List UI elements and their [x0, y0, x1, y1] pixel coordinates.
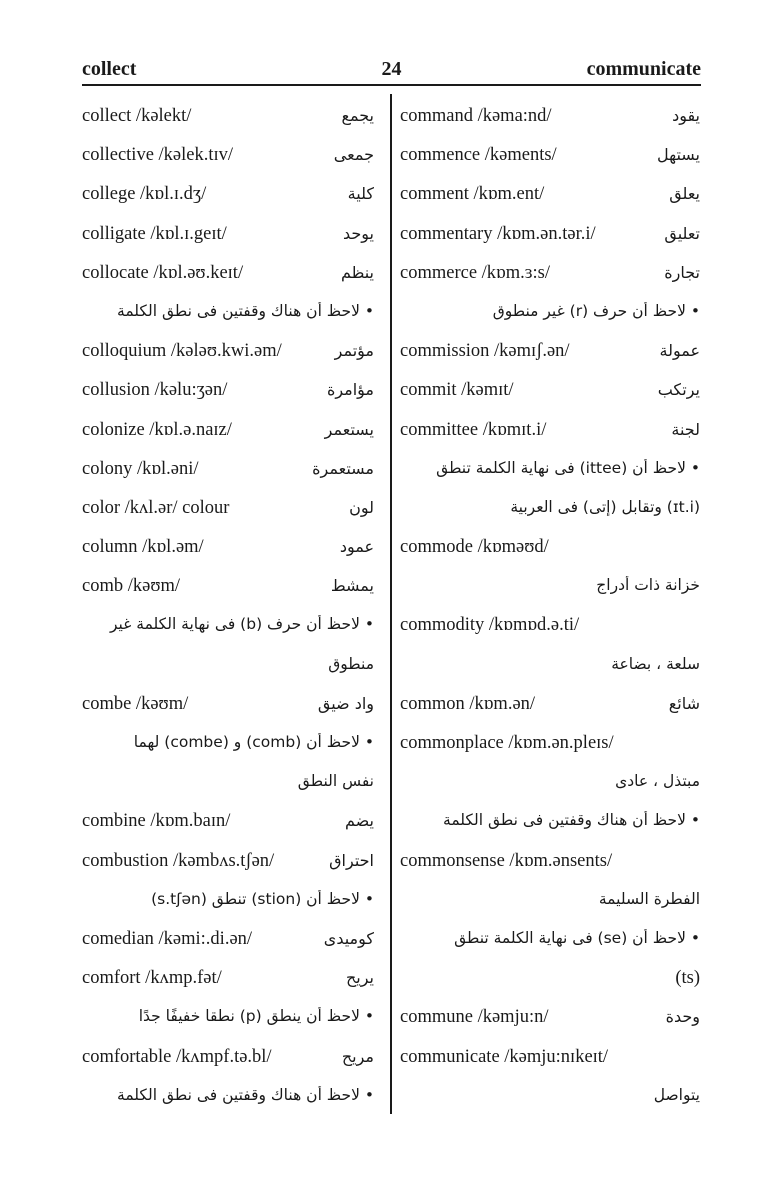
note-text: سلعة ، بضاعة — [611, 654, 700, 673]
dictionary-entry — [82, 843, 374, 882]
entry-headword: combe /kəʊm/ — [82, 693, 189, 714]
dictionary-entry — [400, 333, 700, 372]
page-number: 24 — [381, 58, 402, 80]
entry-note — [82, 1078, 374, 1117]
entry-translation: ينظم — [340, 262, 374, 282]
dictionary-entry — [400, 216, 700, 255]
entry-headword: commonsense /kɒm.ənsents/ — [400, 850, 613, 871]
dictionary-entry — [82, 803, 374, 842]
entry-headword: collusion /kəlu:ʒən/ — [82, 380, 228, 401]
note-text: (ts) — [675, 968, 700, 989]
dictionary-entry — [82, 960, 374, 999]
entry-note — [400, 882, 700, 921]
dictionary-entry — [82, 529, 374, 568]
entry-headword: comb /kəʊm/ — [82, 576, 181, 597]
entry-translation: واد ضيق — [317, 693, 374, 713]
entry-translation: يرتكب — [657, 380, 700, 400]
entry-headword: commune /kəmju:n/ — [400, 1007, 549, 1028]
dictionary-entry — [82, 176, 374, 215]
dictionary-entry — [82, 412, 374, 451]
entry-headword: colonize /kɒl.ə.naɪz/ — [82, 419, 232, 440]
note-text: • لاحظ أن هناك وقفتين فى نطق الكلمة — [117, 1085, 374, 1104]
dictionary-entry — [400, 607, 700, 646]
dictionary-entry — [82, 490, 374, 529]
dictionary-entry — [400, 137, 700, 176]
dictionary-entry — [82, 1039, 374, 1078]
entry-translation: يضم — [345, 811, 374, 831]
dictionary-entry — [82, 568, 374, 607]
page-header — [82, 56, 701, 84]
dictionary-entry — [400, 843, 700, 882]
entry-headword: commission /kəmɪʃ.ən/ — [400, 341, 570, 362]
entry-note — [82, 607, 374, 646]
header-rule — [82, 84, 701, 86]
right-column — [400, 98, 700, 1128]
dictionary-entry — [82, 686, 374, 725]
dictionary-entry — [400, 686, 700, 725]
dictionary-entry — [82, 98, 374, 137]
entry-translation: جمعى — [333, 145, 374, 165]
entry-translation: مريح — [341, 1046, 374, 1066]
entry-note — [400, 294, 700, 333]
entry-headword: college /kɒl.ɪ.dʒ/ — [82, 184, 207, 205]
dictionary-entry — [400, 98, 700, 137]
entry-headword: column /kɒl.əm/ — [82, 537, 204, 558]
note-text: الفطرة السليمة — [598, 889, 700, 908]
entry-translation: احتراق — [329, 850, 374, 870]
dictionary-entry — [82, 137, 374, 176]
dictionary-entry — [82, 255, 374, 294]
entry-note — [400, 803, 700, 842]
entry-headword: commode /kɒməʊd/ — [400, 537, 549, 558]
entry-headword: comfort /kʌmp.fət/ — [82, 968, 222, 989]
note-text: مبتذل ، عادى — [615, 772, 700, 791]
note-text: • لاحظ أن (stion) تنطق (s.tʃən) — [151, 889, 374, 908]
entry-translation: يريح — [345, 968, 374, 988]
entry-translation: مؤتمر — [334, 341, 374, 361]
entry-headword: comfortable /kʌmpf.tə.bl/ — [82, 1046, 272, 1067]
entry-headword: collective /kəlek.tɪv/ — [82, 145, 234, 166]
note-text: • لاحظ أن (comb) و (combe) لهما — [133, 733, 374, 751]
entry-headword: committee /kɒmɪt.i/ — [400, 419, 547, 440]
entry-note — [82, 999, 374, 1038]
entry-headword: colloquium /kələʊ.kwi.əm/ — [82, 341, 282, 362]
dictionary-entry — [82, 921, 374, 960]
entry-translation: يقود — [672, 106, 700, 125]
entry-headword: commonplace /kɒm.ən.pleɪs/ — [400, 733, 614, 753]
entry-headword: color /kʌl.ər/ colour — [82, 497, 230, 518]
dictionary-entry — [400, 999, 700, 1038]
note-text: • لاحظ أن حرف (b) فى نهاية الكلمة غير — [110, 615, 374, 634]
entry-note — [82, 882, 374, 921]
entry-note — [82, 294, 374, 333]
entry-translation: يمشط — [330, 576, 374, 596]
dictionary-entry — [400, 372, 700, 411]
note-text: • لاحظ أن ينطق (p) نطقا خفيفًا جدًا — [138, 1007, 374, 1026]
dictionary-entry — [400, 255, 700, 294]
entry-headword: combine /kɒm.baɪn/ — [82, 811, 231, 832]
entry-translation: يستعمر — [324, 419, 374, 439]
header-last-word: communicate — [586, 58, 701, 80]
entry-note — [400, 568, 700, 607]
entry-headword: combustion /kəmbʌs.tʃən/ — [82, 850, 275, 871]
entry-translation: لون — [349, 497, 374, 517]
dictionary-entry — [82, 372, 374, 411]
entry-headword: colligate /kɒl.ɪ.geɪt/ — [82, 223, 227, 244]
dictionary-entry — [82, 216, 374, 255]
entry-note — [400, 960, 700, 999]
column-divider — [390, 94, 392, 1114]
dictionary-entry — [82, 451, 374, 490]
entry-headword: commodity /kɒmɒd.ə.ti/ — [400, 615, 580, 636]
note-text: • لاحظ أن حرف (r) غير منطوق — [492, 301, 700, 320]
dictionary-entry — [400, 1039, 700, 1078]
entry-headword: collect /kəlekt/ — [82, 106, 192, 126]
entry-translation: عمولة — [659, 341, 700, 361]
entry-translation: تجارة — [664, 262, 700, 282]
note-text: • لاحظ أن (ittee) فى نهاية الكلمة تنطق — [436, 458, 700, 477]
note-text: • لاحظ أن (se) فى نهاية الكلمة تنطق — [454, 928, 700, 947]
entry-translation: كوميدى — [323, 928, 374, 948]
entry-translation: يعلق — [669, 184, 700, 204]
entry-headword: commentary /kɒm.ən.tər.i/ — [400, 223, 596, 244]
note-text: خزانة ذات أدراج — [596, 576, 700, 595]
entry-translation: يجمع — [341, 106, 374, 125]
note-text: • لاحظ أن هناك وقفتين فى نطق الكلمة — [443, 811, 700, 830]
entry-headword: commerce /kɒm.ɜ:s/ — [400, 262, 550, 283]
entry-translation: مستعمرة — [312, 458, 374, 478]
note-text: (ɪt.i) وتقابل (إتى) فى العربية — [510, 497, 700, 516]
entry-translation: عمود — [339, 537, 374, 557]
dictionary-entry — [400, 412, 700, 451]
entry-headword: common /kɒm.ən/ — [400, 693, 536, 714]
entry-headword: comment /kɒm.ent/ — [400, 184, 545, 205]
entry-translation: مؤامرة — [326, 380, 374, 400]
entry-note — [400, 764, 700, 803]
entry-translation: يوحد — [342, 223, 374, 243]
entry-headword: command /kəma:nd/ — [400, 106, 552, 126]
dictionary-entry — [400, 725, 700, 764]
entry-headword: comedian /kəmi:.di.ən/ — [82, 928, 253, 949]
entry-note — [400, 1078, 700, 1117]
entry-headword: colony /kɒl.əni/ — [82, 458, 199, 479]
header-first-word: collect — [82, 58, 137, 80]
entry-headword: communicate /kəmju:nɪkeɪt/ — [400, 1046, 609, 1067]
entry-note — [82, 725, 374, 764]
note-text: منطوق — [328, 654, 374, 673]
entry-translation: تعليق — [664, 223, 700, 243]
entry-note — [82, 647, 374, 686]
entry-note — [400, 647, 700, 686]
entry-note — [82, 764, 374, 803]
entry-translation: لجنة — [671, 419, 700, 439]
entry-translation: يستهل — [656, 145, 700, 165]
entry-translation: وحدة — [665, 1007, 700, 1027]
note-text: • لاحظ أن هناك وقفتين فى نطق الكلمة — [117, 301, 374, 320]
dictionary-entry — [400, 529, 700, 568]
entry-headword: collocate /kɒl.əʊ.keɪt/ — [82, 262, 244, 283]
dictionary-entry — [400, 176, 700, 215]
dictionary-entry — [82, 333, 374, 372]
entry-headword: commence /kəments/ — [400, 145, 557, 166]
entry-note — [400, 921, 700, 960]
entry-translation: كلية — [347, 184, 374, 204]
entry-note — [400, 451, 700, 490]
entry-headword: commit /kəmɪt/ — [400, 380, 514, 401]
left-column — [82, 98, 374, 1128]
note-text: يتواصل — [653, 1085, 700, 1104]
entry-translation: شائع — [668, 693, 700, 713]
entry-note — [400, 490, 700, 529]
note-text: نفس النطق — [297, 772, 374, 791]
